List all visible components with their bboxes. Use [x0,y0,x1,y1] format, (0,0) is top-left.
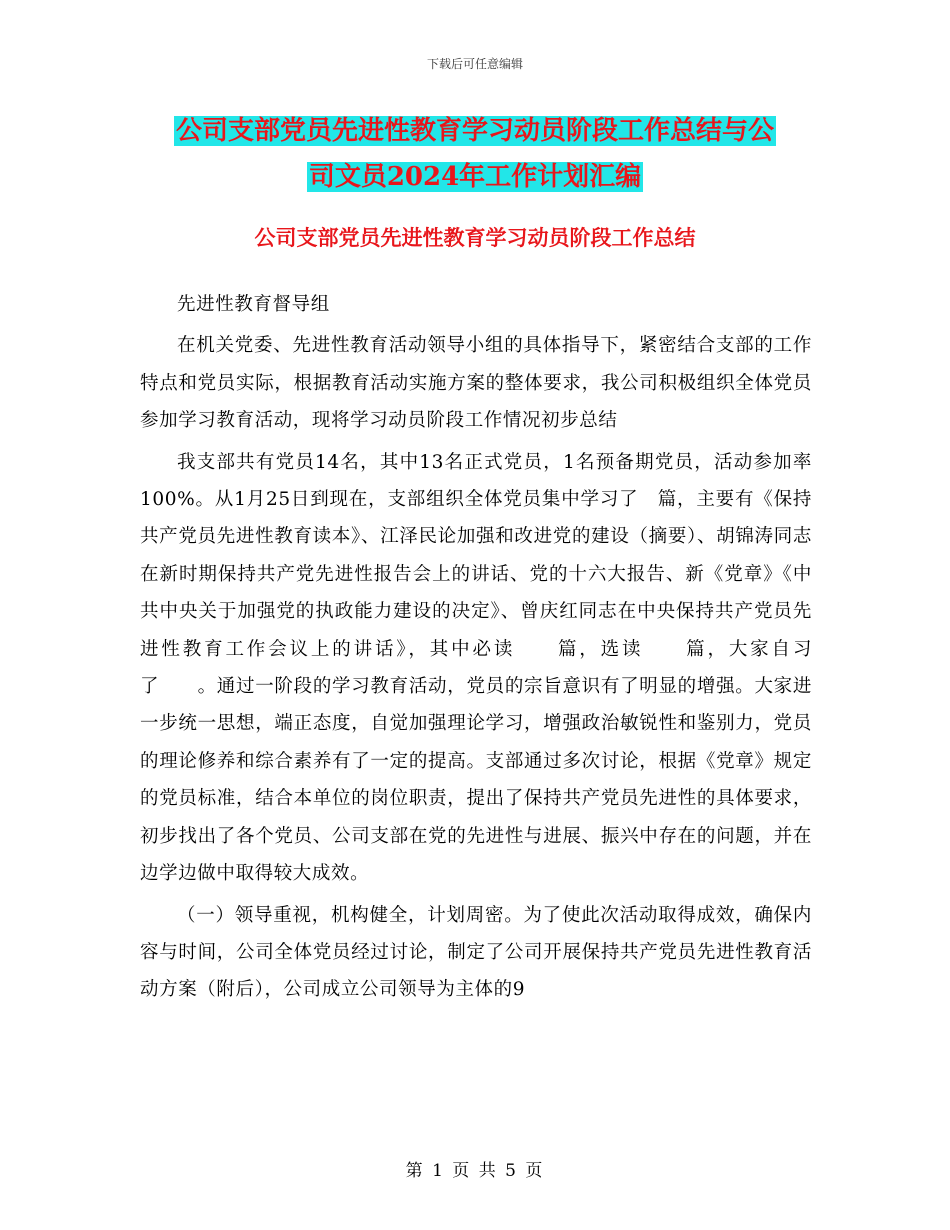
section-title: 公司支部党员先进性教育学习动员阶段工作总结 [254,225,696,250]
page-header-note: 下载后可任意编辑 [426,57,523,71]
page-footer: 第 1 页 共 5 页 [405,1161,545,1181]
paragraph-intro: 在机关党委、先进性教育活动领导小组的具体指导下，紧密结合支部的工作特点和党员实际，根据教育活动实施方案的整体要求，我公司积极组织全体党员参加学习教育活动，现将学习动员阶段工作情况初步总结 [140,335,812,432]
document-body [140,286,812,1013]
document-title-line-1: 公司支部党员先进性教育学习动员阶段工作总结与公 [175,116,774,146]
document-title-line-2: 司文员2024年工作计划汇编 [308,162,642,192]
paragraph-addressee: 先进性教育督导组 [177,294,330,315]
paragraph-membership: 我支部共有党员14名，其中13名正式党员，1名预备期党员，活动参加率100%。从1月25日到现在，支部组织全体党员集中学习了 篇，主要有《保持共产党员先进性教育读本》、江泽民论加强和改进党的建设（摘要）、胡锦涛同志在新时期保持共产党先进性报告会上的讲话、党的十六大报告、新《党章》《中共中央关于加强党的执政能力建设的决定》、曾庆红同志在中央保持共产党员先进性教育工作会议上的讲话》，其中必读 篇，选读 篇，大家自习了 。通过一阶段的学习教育活动，党员的宗旨意识有了明显的增强。大家进一步统一思想，端正态度，自觉加强理论学习，增强政治敏锐性和鉴别力，党员的理论修养和综合素养有了一定的提高。支部通过多次讨论，根据《党章》规定的党员标准，结合本单位的岗位职责，提出了保持共产党员先进性的具体要求，初步找出了各个党员、公司支部在党的先进性与进展、振兴中存在的问题，并在边学边做中取得较大成效。 [140,451,812,885]
document-title [140,108,810,200]
paragraph-leadership: （一）领导重视，机构健全，计划周密。为了使此次活动取得成效，确保内容与时间，公司全体党员经过讨论，制定了公司开展保持共产党员先进性教育活动方案（附后），公司成立公司领导为主体的9 [140,904,812,1001]
